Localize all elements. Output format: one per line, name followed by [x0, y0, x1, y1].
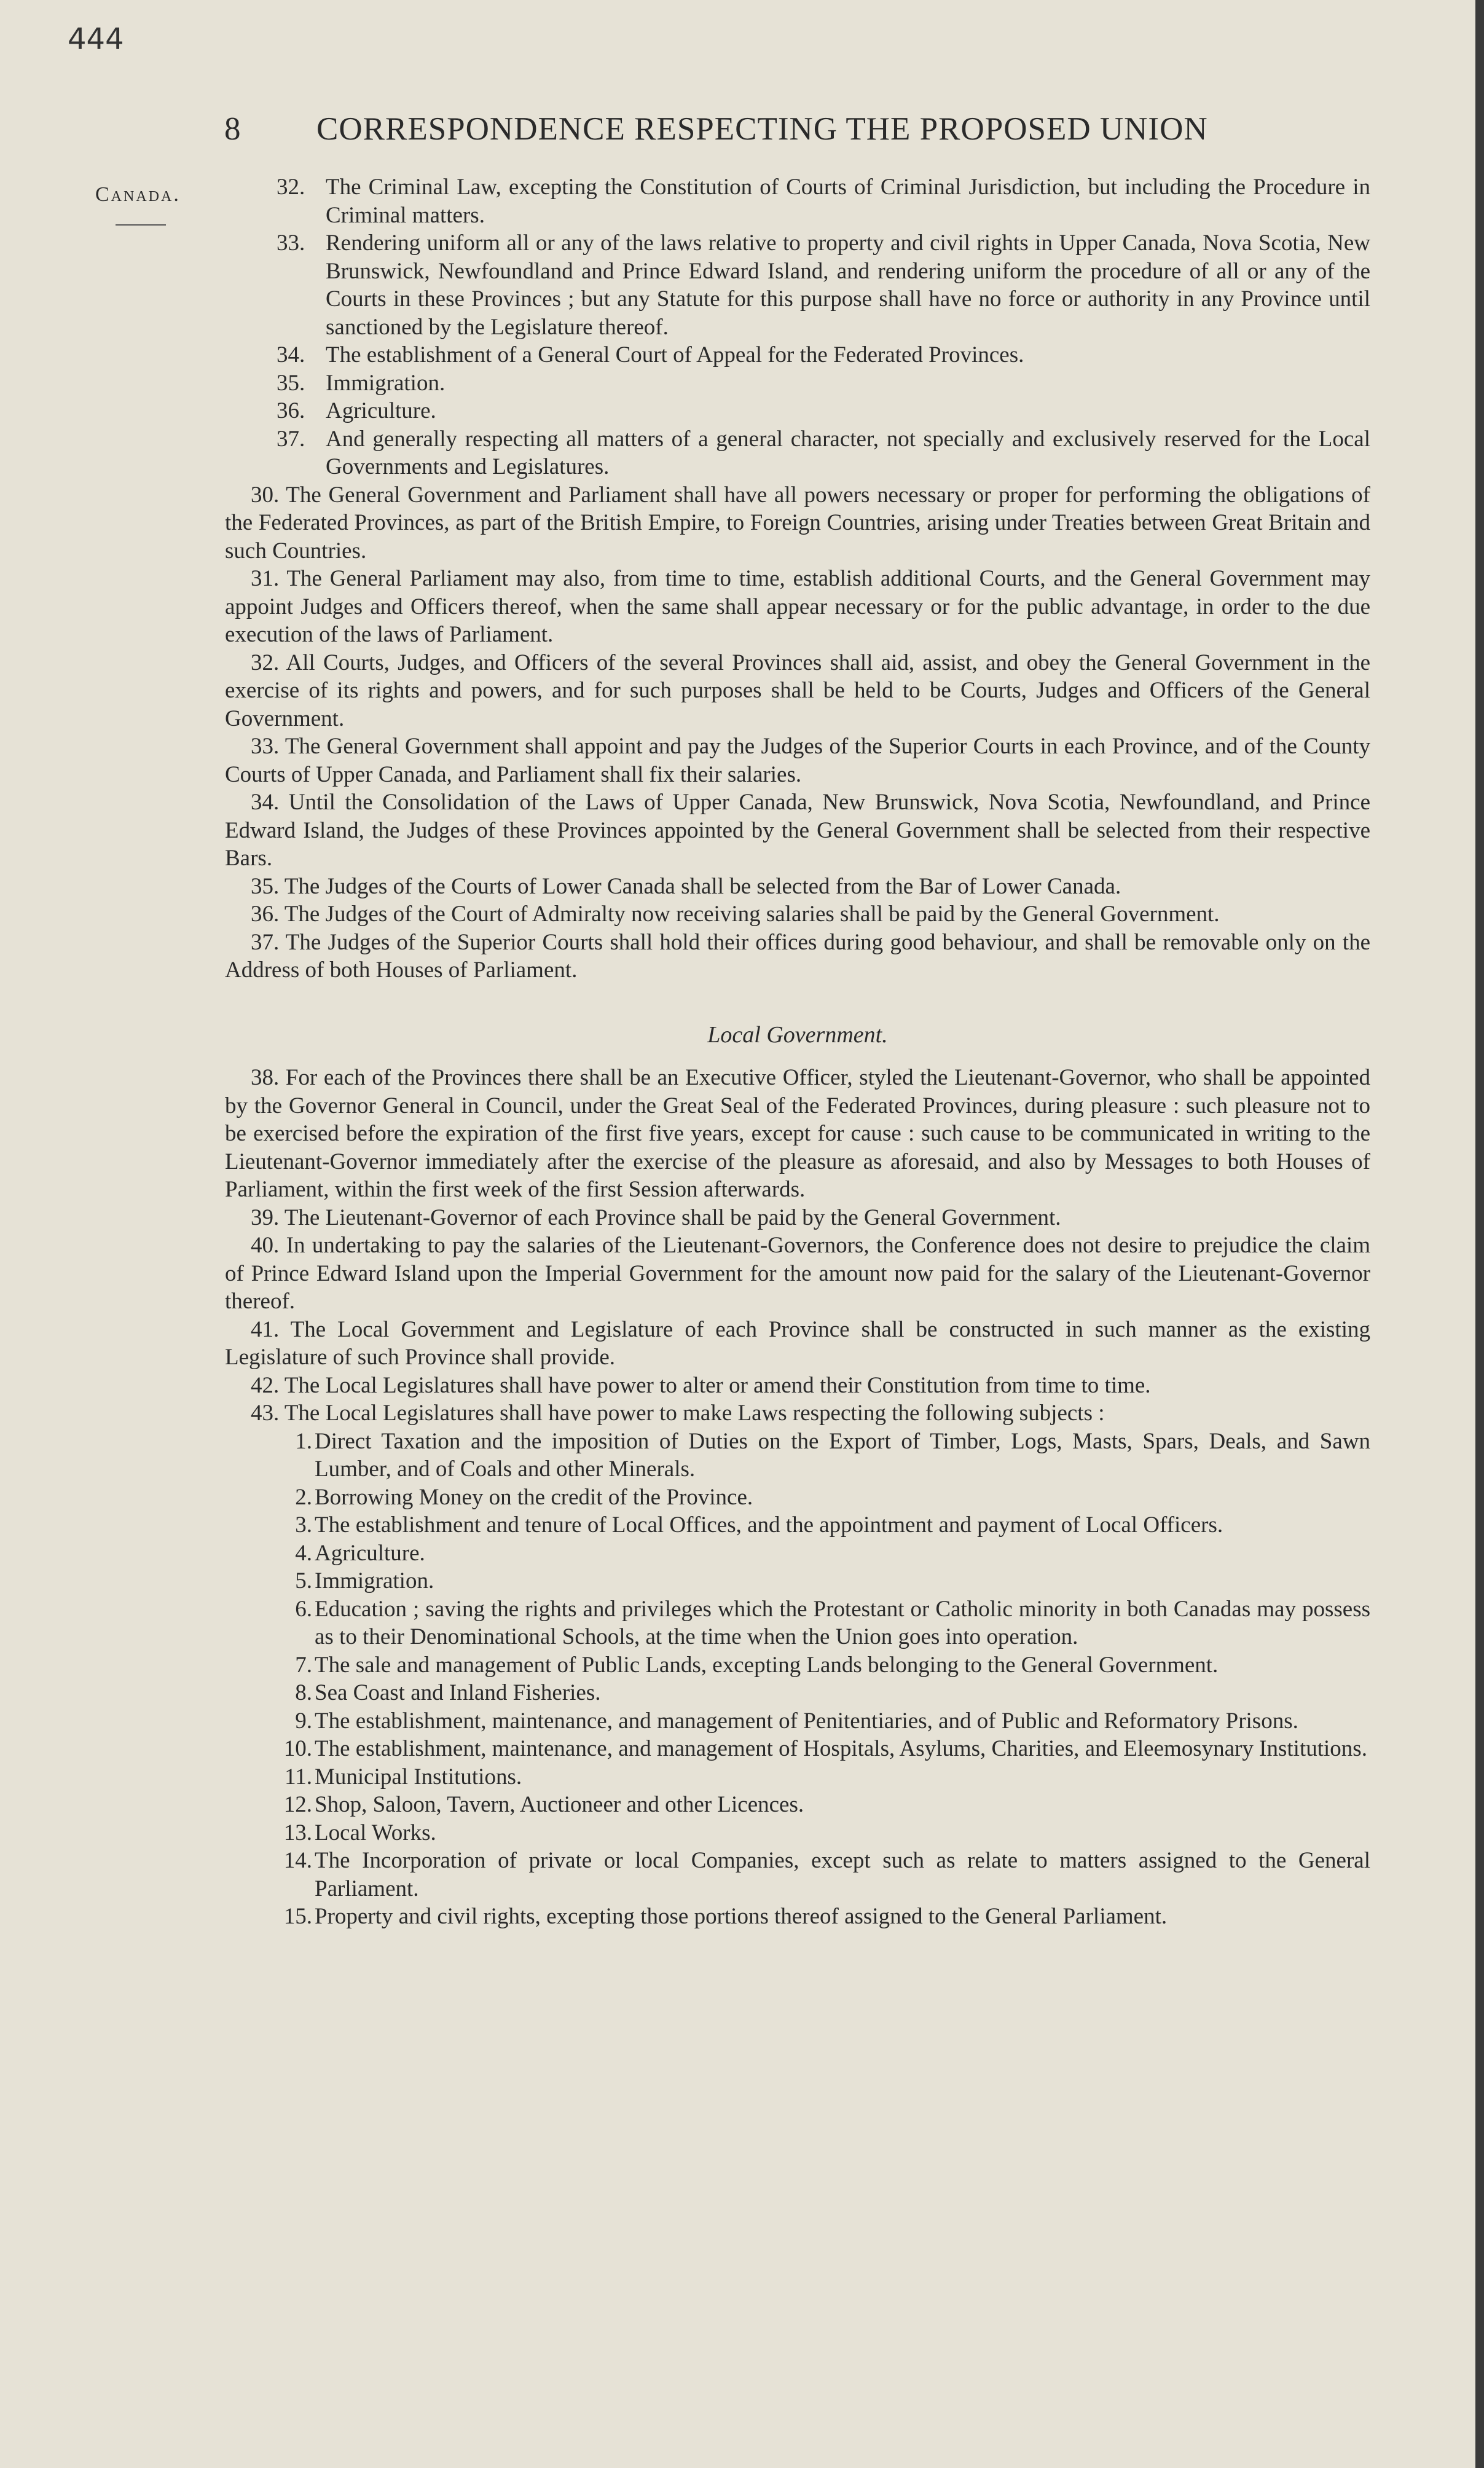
subsection-number: 8. [295, 1680, 312, 1705]
subsection-text: And generally respecting all matters of a general character, not specially and exclusively reserved for the Local Governments and Legislatures. [326, 426, 1370, 479]
subsection-item [225, 229, 1370, 341]
subsection-number: 13. [283, 1820, 312, 1845]
subsection-text: Rendering uniform all or any of the laws relative to property and civil rights in Upper Canada, Nova Scotia, New Brunswick, Newfoundland and Prince Edward Island, and rendering uniform the procedure of all or any of the Courts in these Provinces ; but any Statute for this purpose shall have no force or authority in any Province until sanctioned by the Legislature thereof. [326, 230, 1370, 340]
subsection-text: Immigration. [326, 370, 446, 396]
folio-number: 444 [68, 22, 124, 57]
subsection-number: 33. [277, 230, 305, 256]
subsection-item [225, 1651, 1370, 1680]
subsection-text: The establishment and tenure of Local Offices, and the appointment and payment of Local Officers. [315, 1512, 1223, 1538]
subsection-text: Direct Taxation and the imposition of Duties on the Export of Timber, Logs, Masts, Spars, Deals, and Sawn Lumber, and of Coals and other Minerals. [315, 1428, 1370, 1482]
page-edge [1475, 0, 1484, 2468]
subsection-text: Immigration. [315, 1568, 434, 1594]
subsection-number: 32. [277, 175, 305, 200]
subsection-item [225, 1791, 1370, 1819]
subsection-item [225, 1539, 1370, 1568]
subsection-number: 1. [295, 1428, 312, 1454]
subsection-number: 5. [295, 1568, 312, 1594]
subsection-item [225, 1511, 1370, 1539]
subsection-item [225, 1679, 1370, 1707]
subsection-number: 12. [283, 1792, 312, 1817]
subsection-text: Local Works. [315, 1820, 436, 1845]
paragraph: 33. The General Government shall appoint and pay the Judges of the Superior Courts in each Province, and of the County Courts of Upper Canada, and Parliament shall fix their salaries. [225, 734, 1370, 787]
paragraph: 38. For each of the Provinces there shall be an Executive Officer, styled the Lieutenant-Governor, who shall be appointed by the Governor General in Council, under the Great Seal of the Federated Provinces, during pleasure : such pleasure not to be exercised before the expiration of the first five years, except for cause : such cause to be communicated in writing to the Lieutenant-Governor immediately after the exercise of the pleasure as aforesaid, and also by Messages to both Houses of Parliament, within the first week of the first Session afterwards. [225, 1065, 1370, 1202]
subsection-text: The sale and management of Public Lands, excepting Lands belonging to the General Government. [315, 1652, 1219, 1678]
running-head [224, 111, 1361, 147]
body-text [225, 173, 1370, 1931]
subsection-text: The establishment of a General Court of Appeal for the Federated Provinces. [326, 342, 1024, 367]
subsection-item [225, 1595, 1370, 1651]
subsection-item [225, 1735, 1370, 1763]
subsection-item [225, 1847, 1370, 1903]
subsection-list-a [225, 173, 1370, 481]
paragraph: 40. In undertaking to pay the salaries of the Lieutenant-Governors, the Conference does not desire to prejudice the claim of Prince Edward Island upon the Imperial Government for the amount now paid for the salary of the Lieutenant-Governor thereof. [225, 1233, 1370, 1314]
subsection-text: Municipal Institutions. [315, 1764, 522, 1790]
subsection-number: 36. [277, 398, 305, 423]
subsection-item [225, 1707, 1370, 1735]
paragraph: 42. The Local Legislatures shall have power to alter or amend their Constitution from time to time. [251, 1372, 1151, 1398]
subsection-number: 3. [295, 1512, 312, 1538]
subsection-item [225, 1903, 1370, 1931]
paragraph-list-b [225, 1064, 1370, 1428]
subsection-number: 9. [295, 1708, 312, 1734]
subsection-item [225, 173, 1370, 229]
paragraph: 37. The Judges of the Superior Courts shall hold their offices during good behaviour, and shall be removable only on the Address of both Houses of Parliament. [225, 929, 1370, 983]
subsection-number: 4. [295, 1540, 312, 1566]
paragraph: 32. All Courts, Judges, and Officers of the several Provinces shall aid, assist, and obey the General Government in the exercise of its rights and powers, and for such purposes shall be held to be Courts, Judges and Officers of the General Government. [225, 650, 1370, 731]
subsection-text: Agriculture. [326, 398, 436, 423]
paragraph-list-a [225, 481, 1370, 984]
subsection-number: 2. [295, 1484, 312, 1510]
paragraph: 43. The Local Legislatures shall have power to make Laws respecting the following subjects : [251, 1401, 1105, 1426]
paragraph: 30. The General Government and Parliament shall have all powers necessary or proper for performing the obligations of the Federated Provinces, as part of the British Empire, to Foreign Countries, arising under Treaties between Great Britain and such Countries. [225, 482, 1370, 564]
paragraph: 36. The Judges of the Court of Admiralty now receiving salaries shall be paid by the General Government. [251, 902, 1220, 927]
subsection-text: Education ; saving the rights and privileges which the Protestant or Catholic minority in both Canadas may possess as to their Denominational Schools, at the time when the Union goes into operation. [315, 1596, 1370, 1649]
paragraph: 41. The Local Government and Legislature of each Province shall be constructed in such manner as the existing Legislature of such Province shall provide. [225, 1316, 1370, 1370]
subsection-text: The Incorporation of private or local Companies, except such as relate to matters assigned to the General Parliament. [315, 1848, 1370, 1901]
subsection-item [225, 1567, 1370, 1595]
subsection-item [225, 397, 1370, 425]
subsection-item [225, 1763, 1370, 1791]
section-heading: Local Government. [707, 1021, 888, 1048]
subsection-list-b [225, 1428, 1370, 1931]
subsection-text: The establishment, maintenance, and management of Hospitals, Asylums, Charities, and Eleemosynary Institutions. [315, 1736, 1367, 1761]
subsection-number: 35. [277, 370, 305, 396]
subsection-text: Shop, Saloon, Tavern, Auctioneer and other Licences. [315, 1792, 804, 1817]
paragraph: 35. The Judges of the Courts of Lower Canada shall be selected from the Bar of Lower Canada. [251, 873, 1121, 899]
subsection-item [225, 1819, 1370, 1847]
subsection-text: Property and civil rights, excepting those portions thereof assigned to the General Parliament. [315, 1904, 1168, 1929]
subsection-number: 14. [283, 1848, 312, 1873]
running-head-title: CORRESPONDENCE RESPECTING THE PROPOSED UNION [316, 111, 1208, 147]
paragraph: 39. The Lieutenant-Governor of each Province shall be paid by the General Government. [251, 1205, 1061, 1230]
subsection-number: 15. [283, 1904, 312, 1929]
subsection-text: Borrowing Money on the credit of the Province. [315, 1484, 753, 1510]
page-number: 8 [224, 111, 241, 147]
subsection-item [225, 1428, 1370, 1484]
subsection-number: 34. [277, 342, 305, 367]
subsection-text: Sea Coast and Inland Fisheries. [315, 1680, 601, 1705]
margin-note: Canada. [95, 183, 181, 206]
subsection-number: 10. [283, 1736, 312, 1761]
subsection-item [225, 1484, 1370, 1512]
subsection-text: The Criminal Law, excepting the Constitution of Courts of Criminal Jurisdiction, but including the Procedure in Criminal matters. [326, 175, 1370, 228]
subsection-number: 7. [295, 1652, 312, 1678]
subsection-text: The establishment, maintenance, and management of Penitentiaries, and of Public and Reformatory Prisons. [315, 1708, 1298, 1734]
margin-rule [116, 224, 166, 226]
paragraph: 34. Until the Consolidation of the Laws of Upper Canada, New Brunswick, Nova Scotia, Newfoundland, and Prince Edward Island, the Judges of these Provinces appointed by the General Government shall be selected from their respective Bars. [225, 790, 1370, 871]
subsection-item [225, 425, 1370, 481]
subsection-number: 6. [295, 1596, 312, 1622]
paragraph: 31. The General Parliament may also, from time to time, establish additional Courts, and the General Government may appoint Judges and Officers thereof, when the same shall appear necessary or for the public advantage, in order to the due execution of the laws of Parliament. [225, 566, 1370, 647]
subsection-text: Agriculture. [315, 1540, 425, 1566]
subsection-number: 11. [285, 1764, 312, 1790]
subsection-number: 37. [277, 426, 305, 452]
subsection-item [225, 341, 1370, 369]
subsection-item [225, 369, 1370, 398]
